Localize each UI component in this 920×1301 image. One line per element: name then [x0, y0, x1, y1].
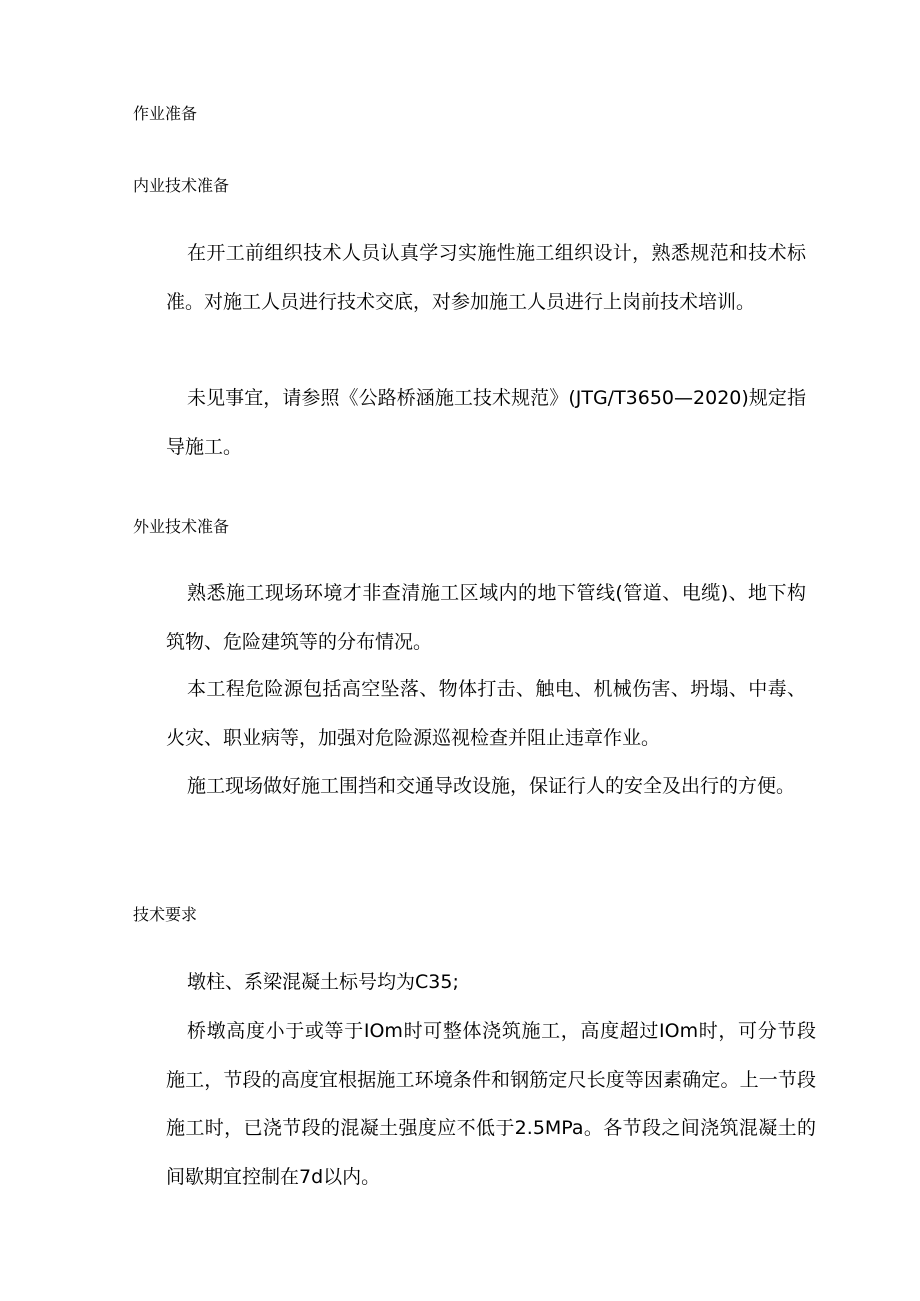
paragraph-internal-2: 未见事宜，请参照《公路桥涵施工技术规范》(JTG/T3650—2020)规定指导施工。 — [166, 387, 806, 458]
heading-internal-tech: 内业技术准备 — [133, 176, 230, 195]
paragraph-tech-2: 桥墩高度小于或等于IOm时可整体浇筑施工，高度超过IOm时，可分节段施工，节段的高度宜根据施工环境条件和钢筋定尺长度等因素确定。上一节段施工时，已浇节段的混凝土强度应不低于2.5MPa。各节段之间浇筑混凝土的间歇期宜控制在7d以内。 — [166, 1020, 816, 1188]
heading-tech-requirements: 技术要求 — [133, 905, 198, 924]
paragraph-tech-1: 墩柱、系梁混凝土标号均为C35; — [187, 971, 459, 993]
paragraph-external-2: 本工程危险源包括高空坠落、物体打击、触电、机械伤害、坍塌、中毒、火灾、职业病等，加强对危险源巡视检查并阻止违章作业。 — [166, 678, 806, 749]
heading-work-prep: 作业准备 — [133, 104, 198, 123]
heading-external-tech: 外业技术准备 — [133, 517, 230, 536]
paragraph-external-3: 施工现场做好施工围挡和交通导改设施，保证行人的安全及出行的方便。 — [187, 775, 796, 797]
paragraph-external-1: 熟悉施工现场环境才非查清施工区域内的地下管线(管道、电缆)、地下构筑物、危险建筑等的分布情况。 — [166, 582, 806, 653]
paragraph-internal-1: 在开工前组织技术人员认真学习实施性施工组织设计，熟悉规范和技术标准。对施工人员进行技术交底，对参加施工人员进行上岗前技术培训。 — [166, 242, 806, 313]
